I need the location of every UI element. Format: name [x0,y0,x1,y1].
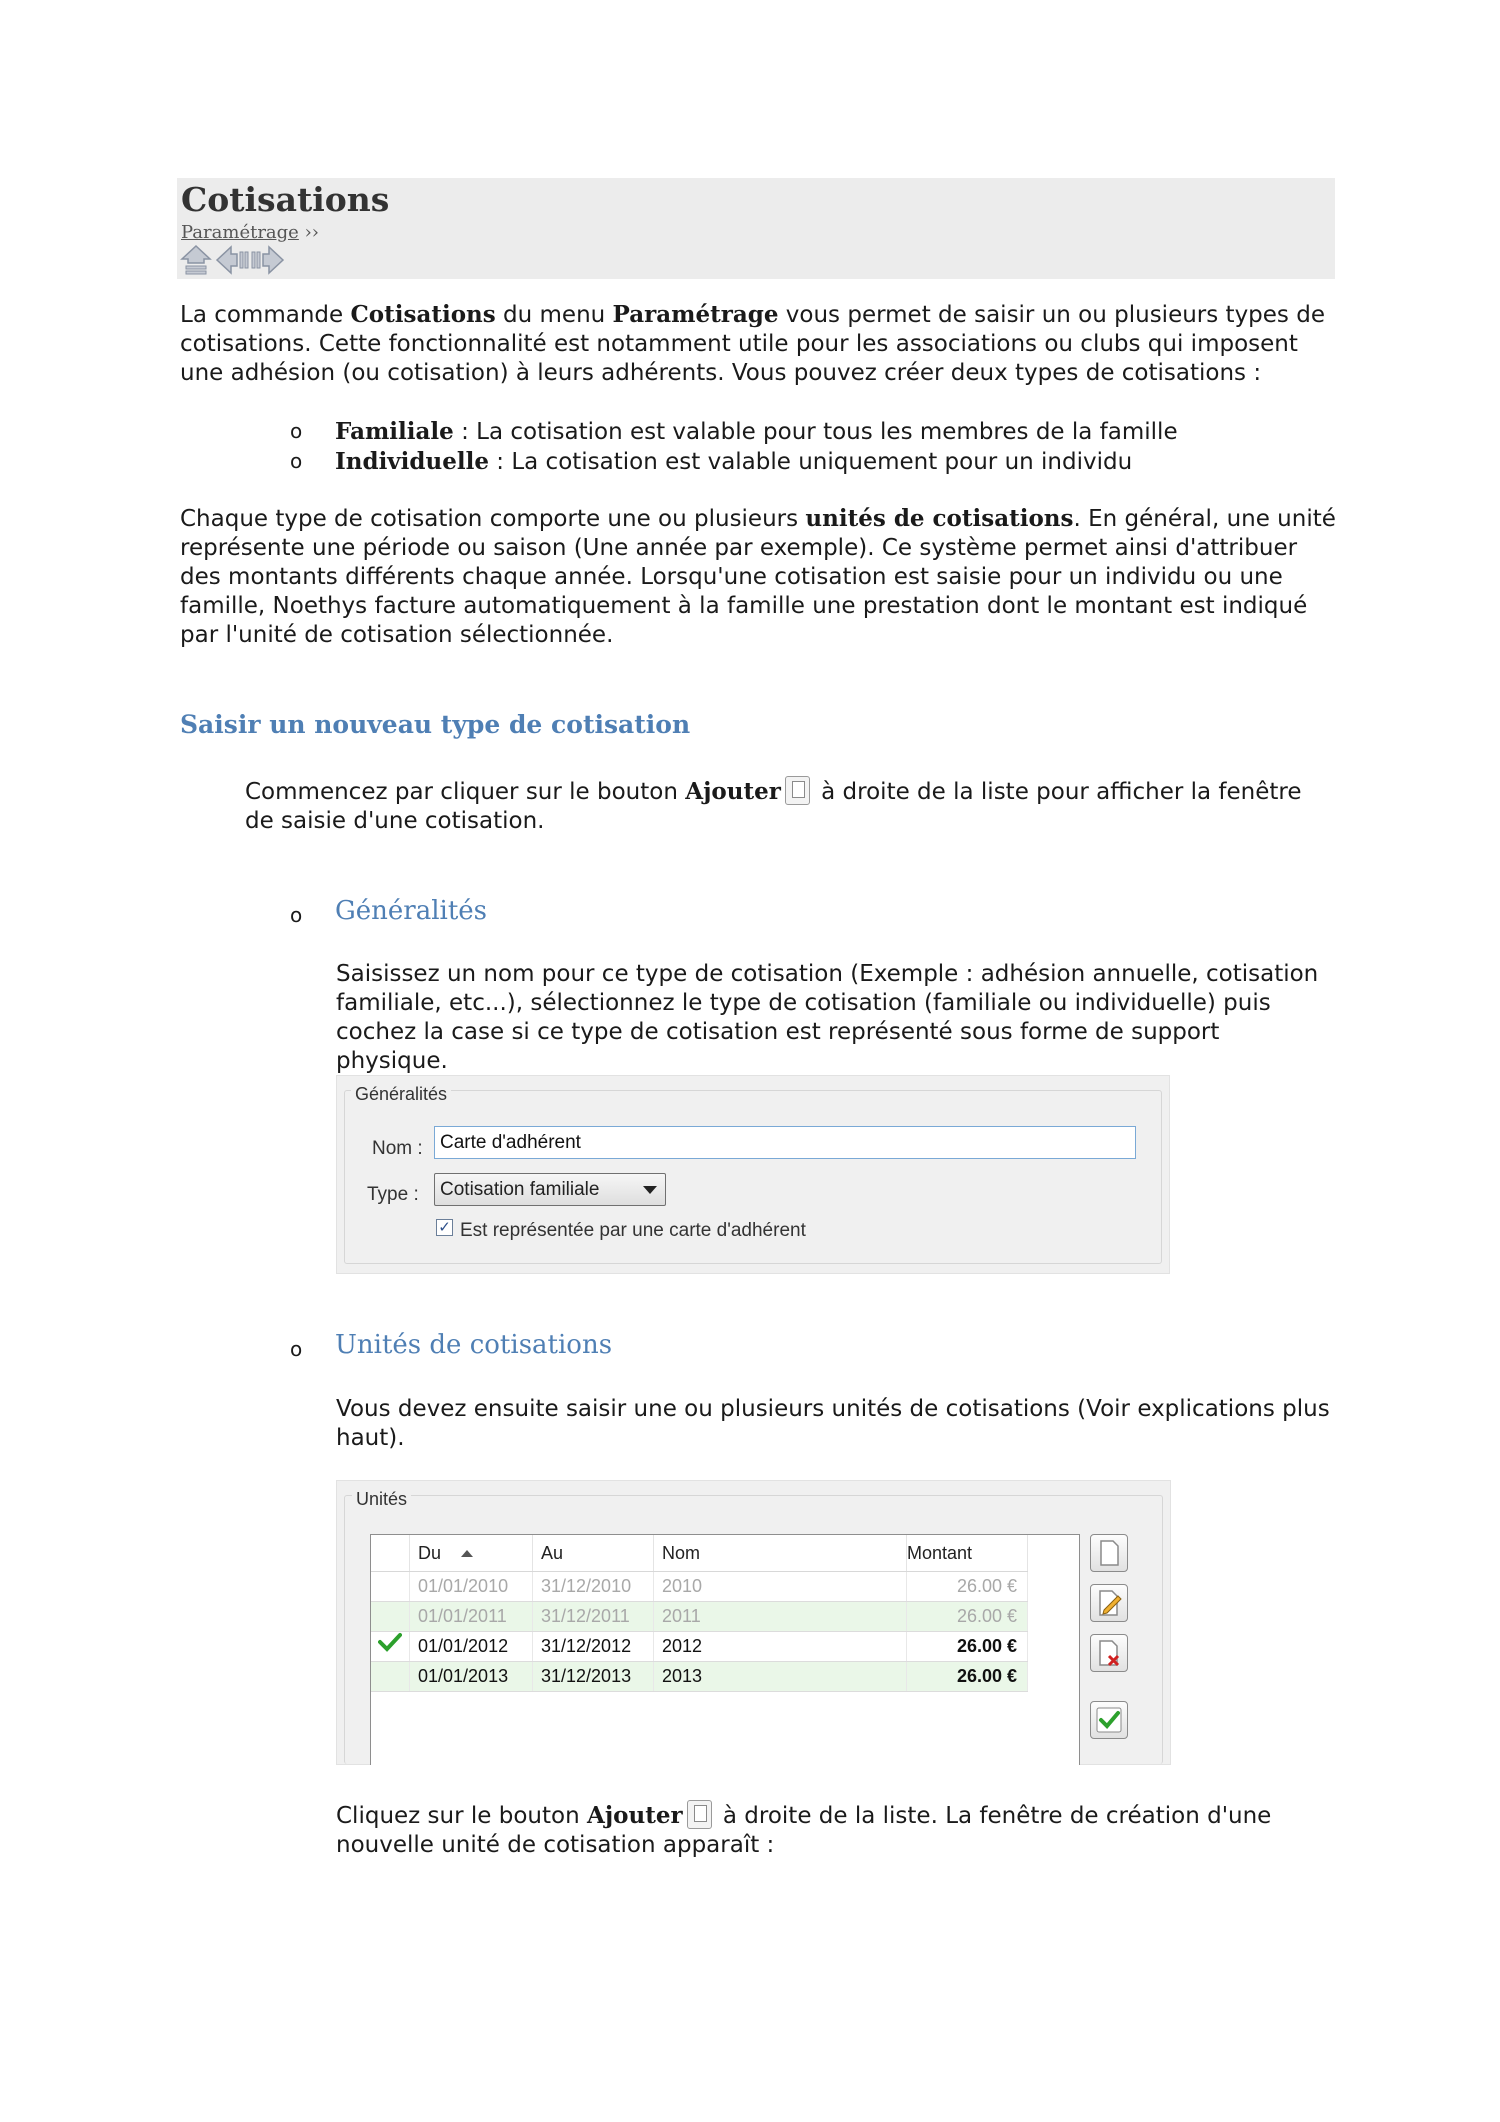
table-row[interactable]: 01/01/2011 31/12/2011 2011 26.00 € [371,1602,1028,1632]
units-paragraph: Chaque type de cotisation comporte une ou plusieurs unités de cotisations. En général, une unité représente une période ou saison (Une année par exemple). Ce système permet ainsi d'attribuer des montants différents chaque année. Lorsqu'une cotisation est saisie pour un individu ou une famille, Noethys facture automatiquement à la famille une prestation dont le montant est indiqué par l'unité de cotisation sélectionnée. [180,505,1336,648]
page-title: Cotisations [181,180,390,219]
type-label: Type : [367,1184,419,1205]
generalites-text: Saisissez un nom pour ce type de cotisation (Exemple : adhésion annuelle, cotisation familiale, etc...), sélectionnez le type de cotisation (familiale ou individuelle) puis cochez la case si ce type de cotisation est représenté sous forme de support physique. [336,961,1319,1074]
unites-form-panel [336,1480,1171,1765]
subsection-unites [290,1331,612,1364]
validate-icon [1091,1702,1127,1738]
section-intro: Commencez par cliquer sur le bouton Ajouter à droite de la liste pour afficher la fenêtre de saisie d'une cotisation. [245,778,1302,834]
delete-unit-button[interactable] [1090,1634,1128,1672]
unites-after-text: Cliquez sur le bouton Ajouter à droite de la liste. La fenêtre de création d'une nouvelle unité de cotisation apparaît : [336,1802,1272,1858]
bullet-mark: o [290,1337,303,1361]
edit-unit-button[interactable] [1090,1584,1128,1622]
list-item: o Individuelle : La cotisation est valable uniquement pour un individu [290,448,1133,475]
type-list [290,417,1290,477]
current-check-icon [378,1632,402,1652]
column-header-status [371,1535,410,1572]
validate-unit-button[interactable] [1090,1701,1128,1739]
previous-icon[interactable] [215,243,249,277]
carte-checkbox[interactable]: ✓ [436,1219,453,1236]
groupbox-title: Généralités [351,1080,451,1109]
subsection-generalites [290,897,487,930]
intro-paragraph: La commande Cotisations du menu Paramétrage vous permet de saisir un ou plusieurs types de cotisations. Cette fonctionnalité est notamment utile pour les associations ou clubs qui imposent une adhésion (ou cotisation) à leurs adhérents. Vous pouvez créer deux types de cotisations : [180,301,1325,386]
table-row[interactable]: 01/01/2013 31/12/2013 2013 26.00 € [371,1662,1028,1692]
groupbox-title: Unités [352,1485,411,1514]
column-header-nom[interactable]: Nom [654,1535,907,1572]
type-select[interactable] [434,1173,666,1206]
units-list[interactable] [370,1534,1080,1765]
term-parametrage: Paramétrage [612,301,779,328]
bullet-mark: o [290,419,303,443]
nom-label: Nom : [372,1138,423,1159]
nav-icons [179,243,285,277]
breadcrumb [181,221,319,245]
section-heading: Saisir un nouveau type de cotisation [180,710,691,739]
term-cotisations: Cotisations [350,301,496,328]
breadcrumb-separator: ›› [304,222,319,243]
home-icon[interactable] [179,243,213,277]
subsection-heading: Unités de cotisations [335,1330,613,1360]
add-icon [1091,1535,1127,1571]
add-unit-button[interactable] [1090,1534,1128,1572]
type-select-value: Cotisation familiale [440,1179,600,1200]
column-header-au[interactable]: Au [533,1535,654,1572]
delete-icon [1091,1635,1127,1671]
bullet-mark: o [290,903,303,927]
carte-checkbox-label: Est représentée par une carte d'adhérent [460,1220,806,1241]
units-table [371,1535,1028,1692]
edit-icon [1091,1585,1127,1621]
term-unites: unités de cotisations [805,505,1074,532]
column-header-montant[interactable]: Montant [907,1535,1028,1572]
list-item: o Familiale : La cotisation est valable pour tous les membres de la famille [290,418,1178,445]
page-header [177,178,1335,279]
nom-input[interactable] [434,1126,1136,1159]
sort-ascending-icon [460,1548,474,1558]
next-icon[interactable] [251,243,285,277]
chevron-down-icon [643,1186,657,1194]
column-header-du[interactable]: Du [410,1535,533,1572]
add-document-icon [785,776,810,805]
unites-text: Vous devez ensuite saisir une ou plusieurs unités de cotisations (Voir explications plus haut). [336,1396,1330,1451]
subsection-heading: Généralités [335,896,488,926]
add-document-icon [687,1800,712,1829]
bullet-mark: o [290,449,303,473]
generalites-form-panel [336,1075,1170,1274]
table-row[interactable]: 01/01/2012 31/12/2012 2012 26.00 € [371,1632,1028,1662]
table-row[interactable]: 01/01/2010 31/12/2010 2010 26.00 € [371,1572,1028,1602]
breadcrumb-link-parametrage[interactable]: Paramétrage [181,222,299,243]
